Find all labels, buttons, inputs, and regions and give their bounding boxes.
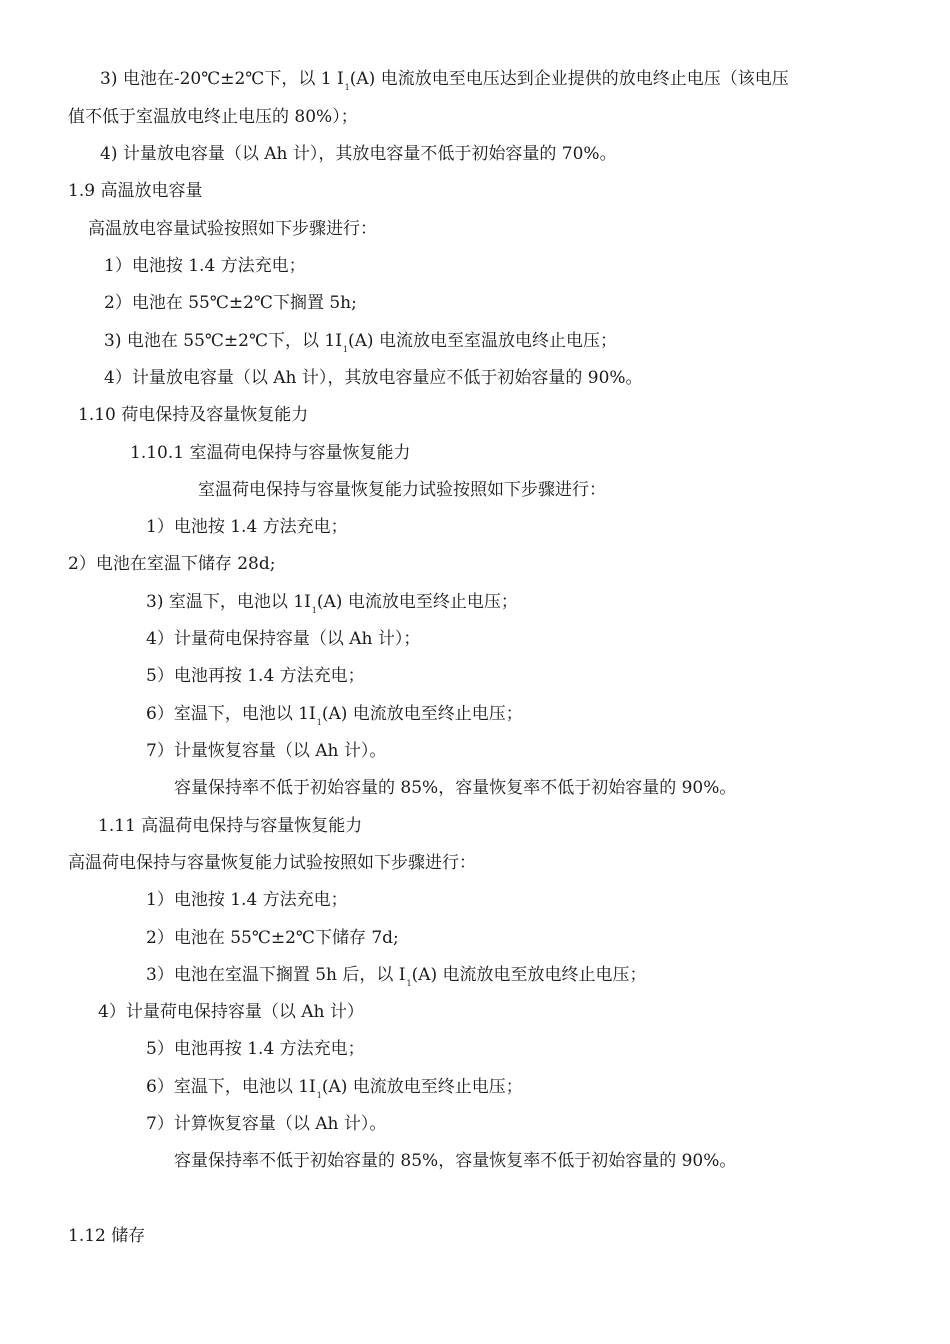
- paragraph-text: 容量保持率不低于初始容量的 85%，容量恢复率不低于初始容量的 90%。: [174, 778, 737, 798]
- text-segment: 6）室温下，电池以 1I: [146, 1077, 316, 1097]
- step-text: [146, 1076, 523, 1101]
- text-segment: (A) 电流放电至放电终止电压；: [411, 965, 647, 985]
- step-text: [146, 703, 523, 728]
- paragraph-text: 容量保持率不低于初始容量的 85%，容量恢复率不低于初始容量的 90%。: [174, 1151, 737, 1171]
- section-heading: 1.10 荷电保持及容量恢复能力: [78, 405, 309, 425]
- step-text: 1）电池按 1.4 方法充电；: [104, 256, 306, 276]
- step-text: [146, 591, 518, 616]
- step-text: 1）电池按 1.4 方法充电；: [146, 517, 348, 537]
- subscript: 1: [316, 718, 322, 727]
- step-text: 值不低于室温放电终止电压的 80%）；: [68, 107, 358, 127]
- paragraph-text: 高温荷电保持与容量恢复能力试验按照如下步骤进行：: [68, 853, 476, 873]
- subscript: 1: [344, 83, 350, 92]
- step-text: [100, 68, 789, 93]
- step-text: 2）电池在室温下储存 28d;: [68, 554, 276, 574]
- text-segment: (A) 电流放电至终止电压；: [321, 704, 523, 724]
- subscript: 1: [342, 345, 349, 354]
- section-heading: 1.9 高温放电容量: [68, 181, 203, 201]
- text-segment: (A) 电流放电至终止电压；: [321, 1077, 523, 1097]
- subsection-heading: 1.10.1 室温荷电保持与容量恢复能力: [130, 443, 411, 463]
- step-text: 1）电池按 1.4 方法充电；: [146, 890, 348, 910]
- step-text: 7）计算恢复容量（以 Ah 计）。: [146, 1114, 387, 1134]
- step-text: 5）电池再按 1.4 方法充电；: [146, 1039, 365, 1059]
- text-segment: 3) 室温下，电池以 1I: [146, 592, 311, 612]
- subscript: 1: [316, 1091, 322, 1100]
- step-text: 2）电池在 55℃±2℃下搁置 5h;: [104, 293, 357, 313]
- text-segment: (A) 电流放电至电压达到企业提供的放电终止电压（该电压: [349, 69, 789, 89]
- step-text: 2）电池在 55℃±2℃下储存 7d;: [146, 928, 399, 948]
- step-text: 5）电池再按 1.4 方法充电；: [146, 666, 365, 686]
- section-heading: 1.12 储存: [68, 1226, 146, 1246]
- subscript: 1: [311, 606, 317, 615]
- text-segment: 3）电池在室温下搁置 5h 后，以 I: [146, 965, 406, 985]
- step-text: 7）计量恢复容量（以 Ah 计）。: [146, 741, 387, 761]
- text-segment: 3) 电池在 55℃±2℃下，以 1I: [104, 331, 342, 351]
- text-segment: 6）室温下，电池以 1I: [146, 704, 316, 724]
- step-text: 4) 计量放电容量（以 Ah 计），其放电容量不低于初始容量的 70%。: [100, 144, 617, 164]
- step-text: 4）计量荷电保持容量（以 Ah 计）；: [146, 629, 421, 649]
- step-text: 4）计量荷电保持容量（以 Ah 计）: [98, 1002, 364, 1022]
- paragraph-text: 室温荷电保持与容量恢复能力试验按照如下步骤进行：: [198, 480, 606, 500]
- paragraph-text: 高温放电容量试验按照如下步骤进行：: [88, 219, 377, 239]
- step-text: [146, 964, 647, 989]
- section-heading: 1.11 高温荷电保持与容量恢复能力: [98, 816, 363, 836]
- text-segment: (A) 电流放电至终止电压；: [316, 592, 518, 612]
- text-segment: (A) 电流放电至室温放电终止电压；: [348, 331, 617, 351]
- step-text: [104, 330, 617, 355]
- subscript: 1: [406, 979, 412, 988]
- step-text: 4）计量放电容量（以 Ah 计），其放电容量应不低于初始容量的 90%。: [104, 368, 643, 388]
- text-segment: 3) 电池在-20℃±2℃下，以 1 I: [100, 69, 344, 89]
